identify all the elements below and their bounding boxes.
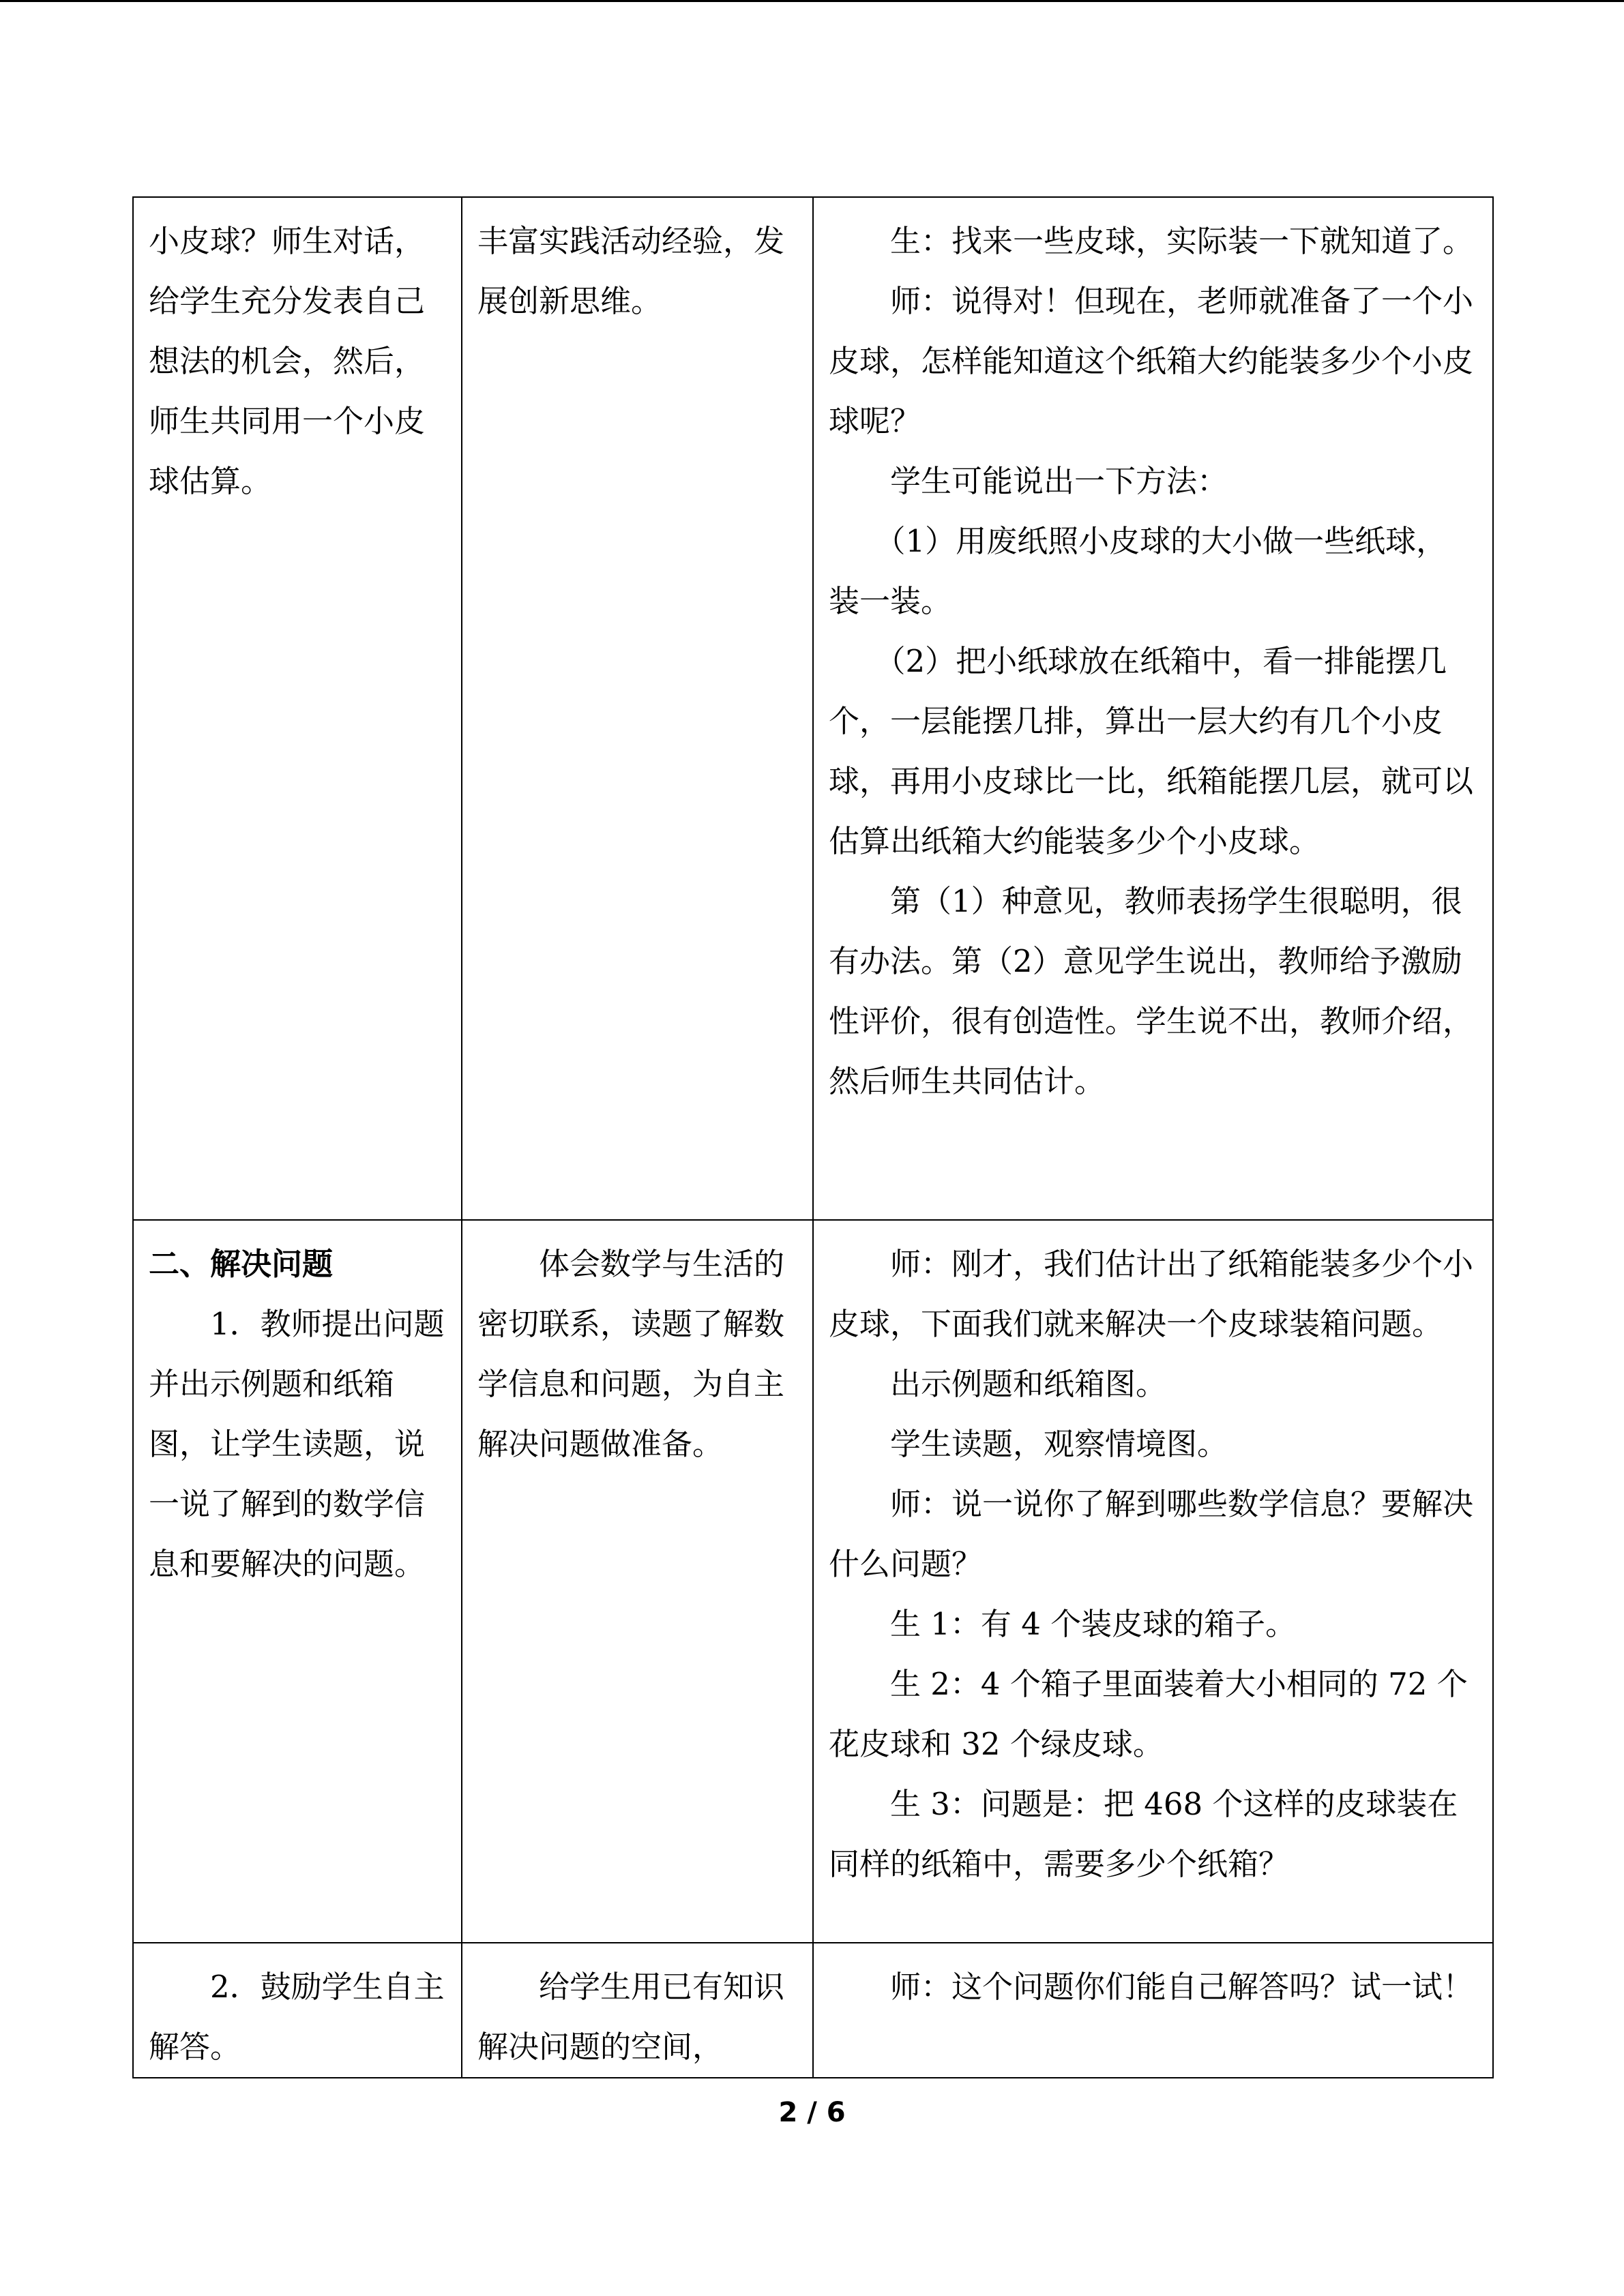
cell-paragraph: （2）把小纸球放在纸箱中，看一排能摆几个，一层能摆几排，算出一层大约有几个小皮球，再用小皮球比一比，纸箱能摆几层，就可以估算出纸箱大约能装多少个小皮球。 [829,643,1474,859]
teaching-process-cell [133,1943,462,2078]
cell-paragraph: 第（1）种意见，教师表扬学生很聪明，很有办法。第（2）意见学生说出，教师给予激励性评价，很有创造性。学生说不出，教师介绍，然后师生共同估计。 [829,883,1474,1099]
cell-paragraph: 师：刚才，我们估计出了纸箱能装多少个小皮球，下面我们就来解决一个皮球装箱问题。 [829,1246,1474,1342]
lesson-plan-table [132,196,1494,2078]
classroom-dialogue-cell [813,197,1493,1220]
cell-paragraph: 给学生用已有知识解决问题的空间， [477,1969,785,2065]
teaching-process-cell [133,197,462,1220]
cell-paragraph: （1）用废纸照小皮球的大小做一些纸球，装一装。 [829,523,1447,619]
cell-paragraph: 学生可能说出一下方法： [890,463,1228,499]
classroom-dialogue-cell [813,1220,1493,1943]
classroom-dialogue-cell [813,1943,1493,2078]
page-number: 2 / 6 [778,2097,846,2128]
cell-paragraph: 生：找来一些皮球，实际装一下就知道了。 [890,223,1474,259]
cell-paragraph: 2．鼓励学生自主解答。 [149,1969,445,2065]
table-row [133,1943,1493,2078]
table-row [133,1220,1493,1943]
cell-paragraph: 1．教师提出问题并出示例题和纸箱图，让学生读题，说一说了解到的数学信息和要解决的问题。 [149,1306,445,1582]
top-border-line [0,0,1624,2]
cell-paragraph: 学生读题，观察情境图。 [890,1426,1228,1462]
teaching-process-cell [133,1220,462,1943]
cell-paragraph: 体会数学与生活的密切联系，读题了解数学信息和问题，为自主解决问题做准备。 [477,1246,785,1462]
cell-paragraph: 师：这个问题你们能自己解答吗？试一试！ [890,1969,1474,2005]
design-intent-cell [462,1943,813,2078]
cell-paragraph: 生 2：4 个箱子里面装着大小相同的 72 个花皮球和 32 个绿皮球。 [829,1666,1468,1762]
design-intent-cell [462,1220,813,1943]
cell-paragraph: 师：说一说你了解到哪些数学信息？要解决什么问题？ [829,1486,1474,1582]
cell-paragraph: 出示例题和纸箱图。 [890,1366,1167,1402]
cell-paragraph: 生 1：有 4 个装皮球的箱子。 [890,1606,1297,1642]
cell-paragraph: 师：说得对！但现在，老师就准备了一个小皮球，怎样能知道这个纸箱大约能装多少个小皮球呢？ [829,283,1474,439]
cell-paragraph: 丰富实践活动经验，发展创新思维。 [477,223,785,319]
cell-paragraph: 二、解决问题 [149,1246,334,1282]
cell-paragraph: 小皮球？师生对话，给学生充分发表自己想法的机会，然后，师生共同用一个小皮球估算。 [149,223,426,499]
table-row [133,197,1493,1220]
design-intent-cell [462,197,813,1220]
cell-paragraph: 生 3：问题是：把 468 个这样的皮球装在同样的纸箱中，需要多少个纸箱？ [829,1786,1458,1882]
